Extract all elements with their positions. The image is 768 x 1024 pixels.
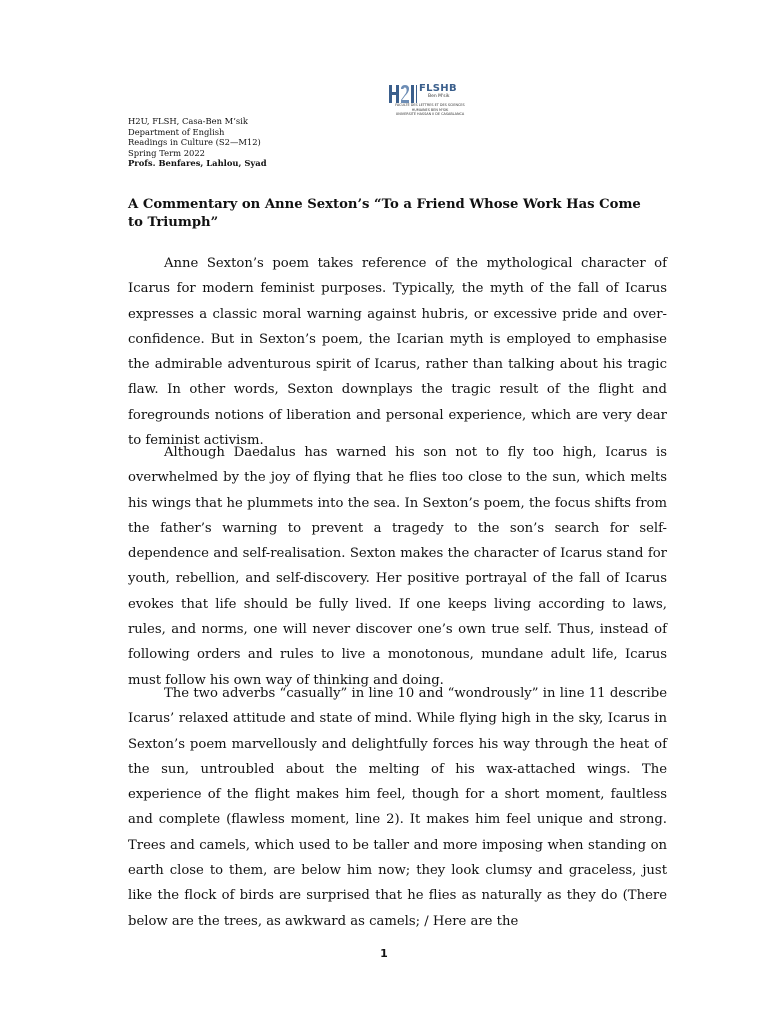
logo-name: FLSHB	[419, 83, 457, 94]
paragraph-2: Although Daedalus has warned his son not to fly too high, Icarus is overwhelmed by the joy of flying that he flies too close to the sun, which melts his wings that he plummets into the sea. In Sexton’s poem, the focus shifts from the father’s warning to prevent a tragedy to the son’s search for self-dependence and self-realisation. Sexton makes the character of Icarus stand for youth, rebellion, and self-discovery. Her positive portrayal of the fall of Icarus evokes that life should be fully lived. If one keeps living according to laws, rules, and norms, one will never discover one’s own true self. Thus, instead of following orders and rules to live a monotonous, mundane adult life, Icarus must follow his own way of thinking and doing.	[128, 445, 667, 688]
header-term: Spring Term 2022	[128, 147, 206, 158]
header-course: Readings in Culture (S2—M12)	[128, 137, 261, 148]
h2u-logo-mark-icon	[388, 83, 418, 105]
page-number: 1	[380, 947, 388, 960]
paragraph-3: The two adverbs “casually” in line 10 and “wondrously” in line 11 describe Icarus’ relaxed attitude and state of mind. While flying high in the sky, Icarus in Sexton’s poem marvellously and delightfully forces his way through the heat of the sun, untroubled about the melting of his wax-attached wings. The experience of the flight makes him feel, though for a short moment, faultless and complete (flawless moment, line 2). It makes him feel unique and strong. Trees and camels, which used to be taller and more imposing when standing on earth close to them, are below him now; they look clumsy and graceless, just like the flock of birds are surprised that he flies as naturally as they do (There below are the trees, as awkward as camels; / Here are the	[128, 686, 667, 929]
logo-line-3: UNIVERSITÉ HASSAN II DE CASABLANCA	[395, 112, 465, 116]
header-professors: Profs. Benfares, Lahlou, Syad	[128, 158, 267, 169]
logo-line-2: HUMAINES BEN M'SIK	[411, 108, 449, 112]
logo-subtitle: Ben M'sik	[428, 94, 450, 99]
header-university: H2U, FLSH, Casa-Ben M’sik	[128, 116, 248, 126]
header-department: Department of English	[128, 126, 225, 137]
faculty-logo	[388, 83, 472, 123]
document-header	[128, 116, 267, 169]
document-title: A Commentary on Anne Sexton’s “To a Friend Whose Work Has Come to Triumph”	[128, 197, 641, 230]
paragraph-1: Anne Sexton’s poem takes reference of the mythological character of Icarus for modern feminist purposes. Typically, the myth of the fall of Icarus expresses a classic moral warning against hubris, or excessive pride and over-confidence. But in Sexton’s poem, the Icarian myth is employed to emphasise the admirable adventurous spirit of Icarus, rather than talking about his tragic flaw. In other words, Sexton downplays the tragic result of the flight and foregrounds notions of liberation and personal experience, which are very dear to feminist activism.	[128, 256, 667, 449]
logo-line-1: FACULTÉ DES LETTRES ET DES SCIENCES	[395, 103, 465, 107]
